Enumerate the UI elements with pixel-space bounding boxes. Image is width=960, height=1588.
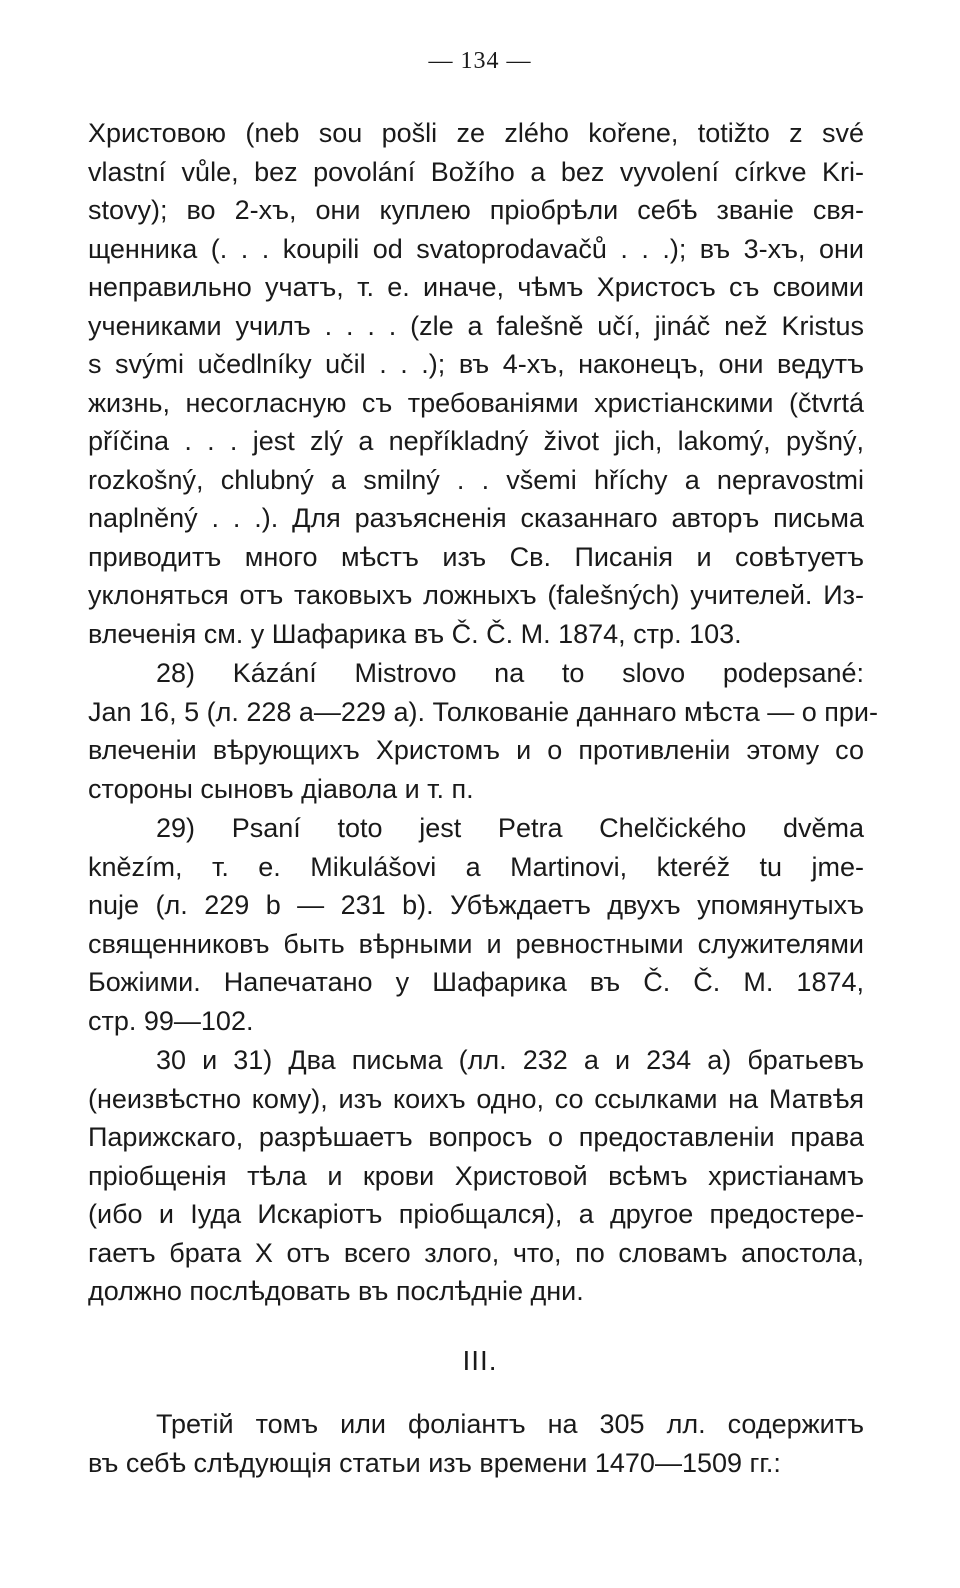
text-line: влеченіи вѣрующихъ Христомъ и о противленіи этому со <box>88 735 864 765</box>
text-line: 30 и 31) Два письма (лл. 232 а и 234 а) братьевъ <box>156 1045 864 1075</box>
text-line: пріобщенія тѣла и крови Христовой всѣмъ христіанамъ <box>88 1160 864 1191</box>
text-line: Третій томъ или фоліантъ на 305 лл. содержитъ <box>156 1409 864 1439</box>
paragraph-item-29 <box>88 809 864 1040</box>
text-line: Jan 16, 5 (л. 228 а—229 а). Толкованіе даннаго мѣста — о при- <box>88 696 878 727</box>
text-line: 28) Kázání Mistrovo na to slovo podepsané: <box>156 658 864 688</box>
paragraph-volume-three <box>88 1405 864 1482</box>
page-number: — 134 — <box>428 48 532 74</box>
text-line: (неизвѣстно кому), изъ коихъ одно, со ссылками на Матвѣя <box>88 1083 864 1114</box>
paragraph-item-30-31 <box>88 1041 864 1311</box>
text-line: Христовою (neb sou pošli ze zlého kořene, totižto z své <box>88 118 864 148</box>
text-line: Божіими. Напечатано у Шафарика въ Č. Č. M. 1874, <box>88 967 864 997</box>
text-line: стр. 99—102. <box>88 1005 254 1036</box>
text-line: гаетъ брата Х отъ всего злого, что, по словамъ апостола, <box>88 1237 864 1268</box>
text-line: s svými učedlníky učil . . .); въ 4-хъ, наконецъ, они ведутъ <box>88 349 864 379</box>
text-line: knězím, т. е. Mikulášovi a Martinovi, kteréž tu jme- <box>88 851 864 882</box>
paragraph-continuation <box>88 114 864 653</box>
text-line: stovy); во 2-хъ, они куплею пріобрѣли себѣ званіе свя- <box>88 195 864 225</box>
text-line: щенника (. . . koupili od svatoprodavačů . . .); въ 3-хъ, они <box>88 233 864 264</box>
text-line: неправильно учатъ, т. е. иначе, чѣмъ Христосъ съ своими <box>88 272 864 302</box>
section-heading: III. <box>462 1345 498 1376</box>
text-line: въ себѣ слѣдующія статьи изъ времени 1470—1509 гг.: <box>88 1447 781 1478</box>
paragraph-item-28 <box>88 654 878 808</box>
text-line: rozkošný, chlubný a smilný . . všemi hříchy a nepravostmi <box>88 464 864 495</box>
text-line: приводитъ много мѣстъ изъ Св. Писанія и совѣтуетъ <box>88 541 864 572</box>
text-line: влеченія см. у Шафарика въ Č. Č. M. 1874, стр. 103. <box>88 618 742 649</box>
text-line: жизнь, несогласную съ требованіями христіанскими (čtvrtá <box>88 387 864 418</box>
main-text-block <box>88 114 878 1311</box>
text-line: должно послѣдовать въ послѣдніе дни. <box>88 1276 584 1306</box>
text-line: příčina . . . jest zlý a nepříkladný život jich, lakomý, pyšný, <box>88 426 864 456</box>
text-line: vlastní vůle, bez povolání Božího a bez vyvolení církve Kri- <box>88 156 864 187</box>
text-line: священниковъ быть вѣрными и ревностными служителями <box>88 928 864 959</box>
closing-text-block <box>88 1405 864 1482</box>
text-line: 29) Psaní toto jest Petra Chelčického dvěma <box>156 813 864 843</box>
text-line: учениками училъ . . . . (zle a falešně učí, jináč než Kristus <box>88 310 864 341</box>
text-line: уклоняться отъ таковыхъ ложныхъ (falešných) учителей. Из- <box>88 580 864 610</box>
text-line: стороны сыновъ діавола и т. п. <box>88 773 474 804</box>
text-line: Парижскаго, разрѣшаетъ вопросъ о предоставленіи права <box>88 1122 864 1152</box>
text-line: (ибо и Іуда Искаріотъ пріобщался), а другое предостере- <box>88 1199 864 1229</box>
text-line: nuje (л. 229 b — 231 b). Убѣждаетъ двухъ упомянутыхъ <box>88 890 864 920</box>
text-line: naplněný . . .). Для разъясненія сказаннаго авторъ письма <box>88 503 864 533</box>
